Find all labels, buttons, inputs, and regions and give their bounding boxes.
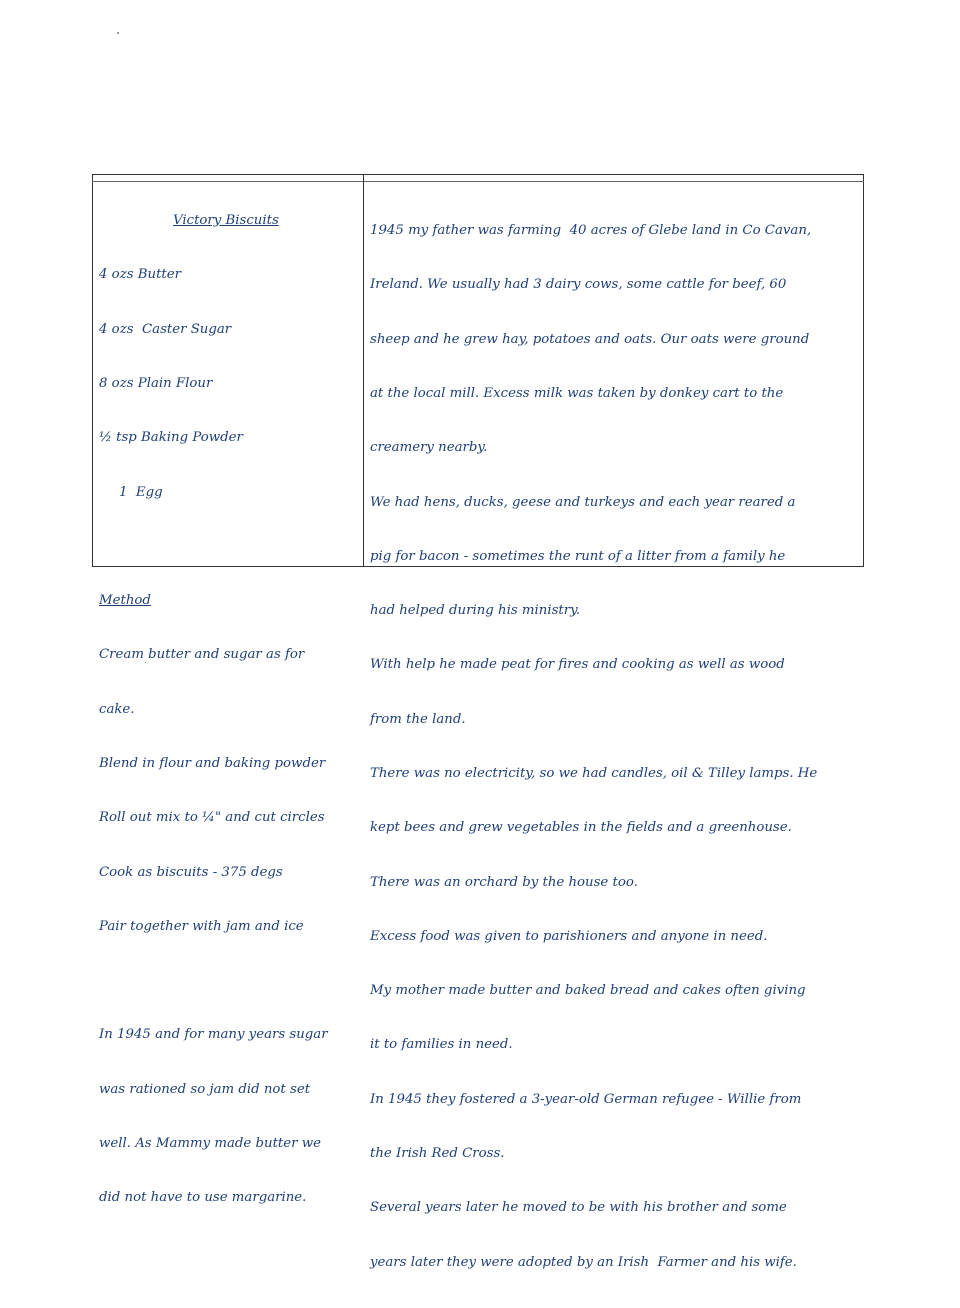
story-line: My mother made butter and baked bread and cakes often giving: [370, 983, 806, 999]
story-line: Several years later he moved to be with his brother and some: [370, 1200, 787, 1216]
method-line: Blend in flour and baking powder: [99, 756, 326, 771]
story-line: years later they were adopted by an Irish Farmer and his wife.: [370, 1254, 797, 1270]
method-line: Cream butter and sugar as for: [99, 647, 305, 663]
recipe-title: Victory Biscuits: [173, 213, 279, 229]
ingredient-line: 1 Egg: [119, 484, 163, 500]
method-heading: Method: [99, 593, 151, 609]
method-line: Cook as biscuits - 375 degs: [99, 864, 283, 880]
note-line: did not have to use margarine.: [99, 1190, 307, 1206]
story-line: sheep and he grew hay, potatoes and oats. Our oats were ground: [370, 331, 810, 347]
story-line: it to families in need.: [370, 1037, 513, 1053]
story-line: We had hens, ducks, geese and turkeys and each year reared a: [370, 494, 796, 510]
note-line: was rationed so jam did not set: [99, 1081, 311, 1097]
recipe-column: [99, 176, 357, 1244]
method-line: Pair together with jam and ice: [99, 918, 304, 934]
story-line: Excess food was given to parishioners and anyone in need.: [370, 928, 768, 944]
story-line: In 1945 they fostered a 3-year-old German refugee - Willie from: [370, 1091, 802, 1107]
story-line: kept bees and grew vegetables in the fields and a greenhouse.: [370, 820, 792, 836]
story-line: from the land.: [370, 711, 466, 727]
ingredient-line: 4 ozs Caster Sugar: [99, 321, 232, 337]
note-line: In 1945 and for many years sugar: [99, 1027, 328, 1043]
column-divider: [363, 174, 364, 567]
story-line: at the local mill. Excess milk was taken by donkey cart to the: [370, 386, 784, 402]
ingredient-line: ½ tsp Baking Powder: [99, 430, 243, 446]
story-column: [370, 186, 860, 1308]
ingredient-line: 8 ozs Plain Flour: [99, 376, 213, 392]
note-line: well. As Mammy made butter we: [99, 1135, 321, 1151]
method-line: cake.: [99, 701, 135, 717]
story-line: had helped during his ministry.: [370, 603, 581, 619]
story-line: 1945 my father was farming 40 acres of Glebe land in Co Cavan,: [370, 223, 812, 239]
story-line: With help he made peat for fires and cooking as well as wood: [370, 657, 785, 673]
story-line: There was no electricity, so we had candles, oil & Tilley lamps. He: [370, 766, 818, 781]
story-line: the Irish Red Cross.: [370, 1145, 505, 1161]
story-line: pig for bacon - sometimes the runt of a litter from a family he: [370, 548, 786, 564]
story-line: creamery nearby.: [370, 440, 488, 456]
story-line: Ireland. We usually had 3 dairy cows, some cattle for beef, 60: [370, 277, 787, 293]
story-line: There was an orchard by the house too.: [370, 874, 638, 890]
scan-speck: [117, 32, 119, 34]
method-line: Roll out mix to ¼" and cut circles: [99, 810, 325, 826]
ingredient-line: 4 ozs Butter: [99, 267, 181, 283]
